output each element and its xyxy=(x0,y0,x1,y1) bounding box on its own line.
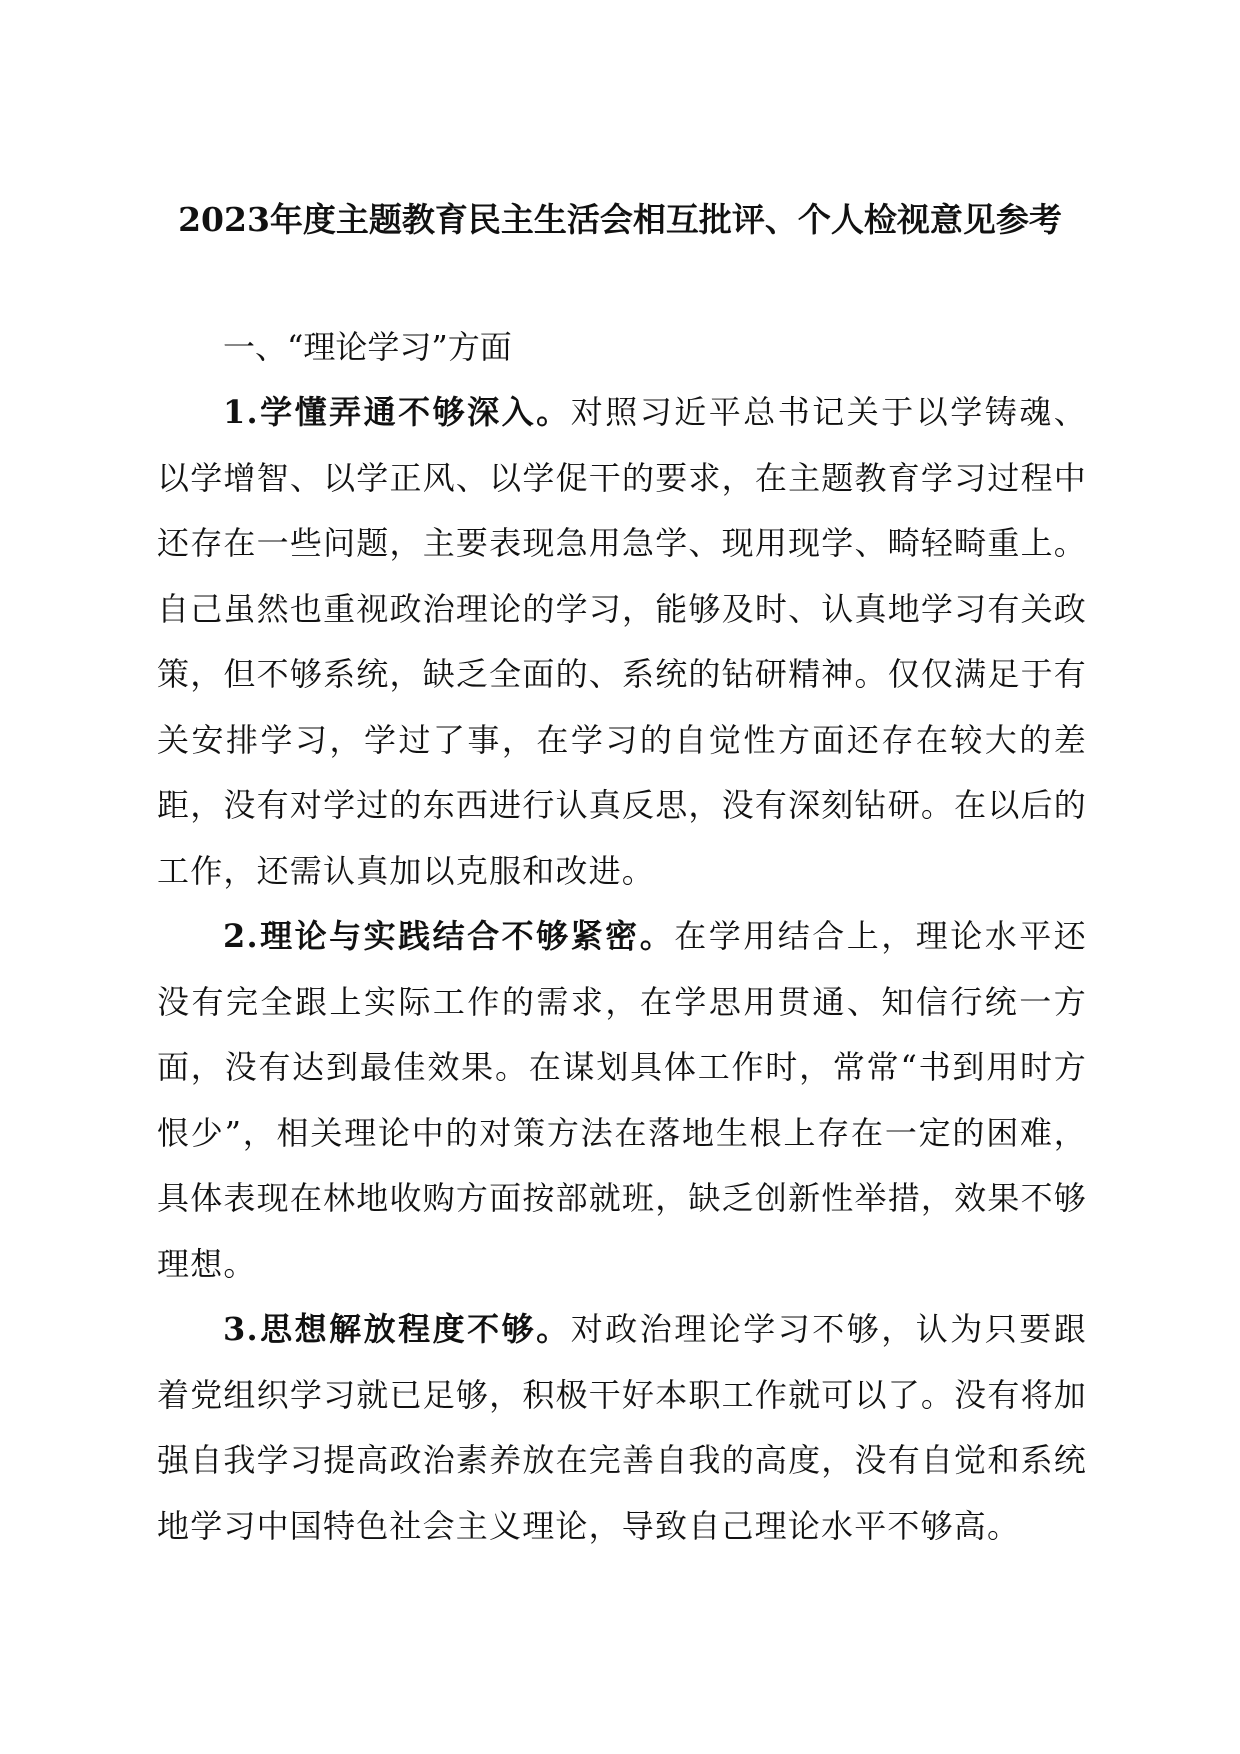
item-1-text: 对照习近平总书记关于以学铸魂、以学增智、以学正风、以学促干的要求，在主题教育学习过程中还存在一些问题，主要表现急用急学、现用现学、畸轻畸重上。自己虽然也重视政治理论的学习，能够及时、认真地学习有关政策，但不够系统，缺乏全面的、系统的钻研精神。仅仅满足于有关安排学习，学过了事，在学习的自觉性方面还存在较大的差距，没有对学过的东西进行认真反思，没有深刻钻研。在以后的工作，还需认真加以克服和改进。 xyxy=(157,393,1087,890)
document-title: 2023年度主题教育民主生活会相互批评、个人检视意见参考 xyxy=(178,200,1062,239)
paragraph-item-2 xyxy=(157,904,1087,1297)
document-body xyxy=(157,314,1087,1559)
item-3-lead: 3.思想解放程度不够。 xyxy=(223,1310,571,1348)
item-3-text: 对政治理论学习不够，认为只要跟着党组织学习就已足够，积极干好本职工作就可以了。没有将加强自我学习提高政治素养放在完善自我的高度，没有自觉和系统地学习中国特色社会主义理论，导致自己理论水平不够高。 xyxy=(157,1310,1087,1545)
paragraph-item-1 xyxy=(157,380,1087,904)
section-heading: 一、“理论学习”方面 xyxy=(223,328,512,366)
paragraph-item-3 xyxy=(157,1297,1087,1559)
item-2-lead: 2.理论与实践结合不够紧密。 xyxy=(223,917,675,955)
item-2-text: 在学用结合上，理论水平还没有完全跟上实际工作的需求，在学思用贯通、知信行统一方面，没有达到最佳效果。在谋划具体工作时，常常“书到用时方恨少”，相关理论中的对策方法在落地生根上存在一定的困难，具体表现在林地收购方面按部就班，缺乏创新性举措，效果不够理想。 xyxy=(157,917,1087,1283)
item-1-lead: 1.学懂弄通不够深入。 xyxy=(223,393,571,431)
